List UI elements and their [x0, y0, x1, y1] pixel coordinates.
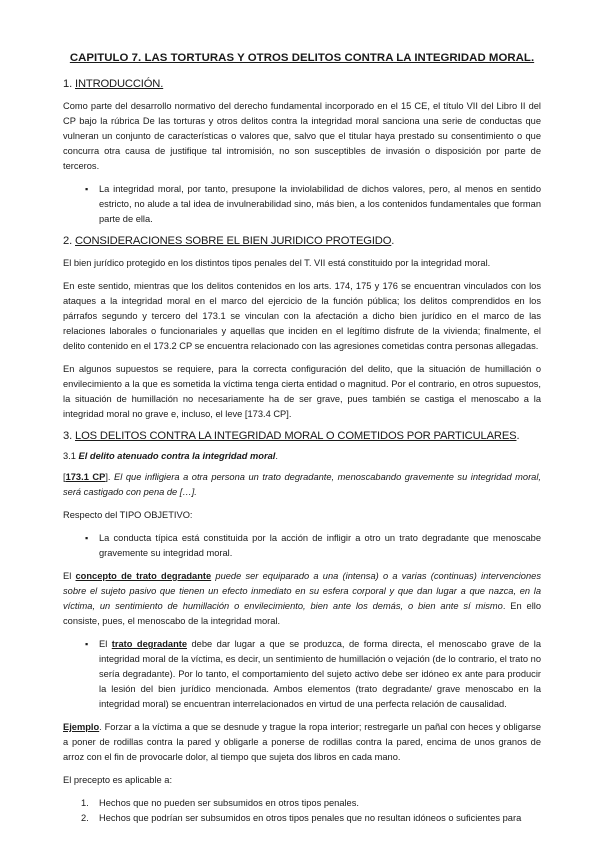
trato-prefix: El: [99, 639, 108, 649]
section-1-title: INTRODUCCIÓN.: [75, 78, 164, 90]
section-2-number: 2.: [63, 235, 73, 247]
article-text: El que infligiera a otra persona un trato degradante, menoscabando gravemente su integridad moral, será castigado con pena de […].: [63, 472, 541, 497]
section-1-number: 1.: [63, 78, 73, 90]
concept-term: concepto de trato degradante: [75, 571, 212, 581]
trato-bullet: [63, 637, 541, 712]
trato-term: trato degradante: [111, 639, 188, 649]
section-2-paragraph-1: El bien jurídico protegido en los distintos tipos penales del T. VII está constituido por la integridad moral.: [63, 258, 491, 268]
chapter-title: CAPITULO 7. LAS TORTURAS Y OTROS DELITOS CONTRA LA INTEGRIDAD MORAL.: [69, 52, 535, 64]
article-reference: 173.1 CP: [65, 472, 106, 482]
list-item: [63, 796, 541, 811]
list-item: [63, 811, 541, 826]
concept-ending: . En ello consiste, pues, el menoscabo de la integridad moral.: [63, 601, 542, 626]
concept-paragraph: [63, 569, 541, 629]
bracket-open: [: [63, 472, 66, 482]
tipo-bullets: [63, 531, 541, 561]
list-item-number: 1.: [81, 798, 89, 808]
trato-bullets: [63, 637, 541, 712]
section-3-heading: [63, 430, 541, 442]
section-1-paragraph: Como parte del desarrollo normativo del derecho fundamental incorporado en el 15 CE, el título VII del Libro II del CP bajo la rúbrica De las torturas y otros delitos contra la integridad moral sanciona una serie de conductas que vulneran un conjunto de características o valores que, salvo que el titular haya prestado su consentimiento o que concurra otra causa de justifique tal intromisión, no son susceptibles de invasión o disposición por parte de terceros.: [63, 101, 541, 171]
section-1-heading: [63, 78, 541, 90]
subsection-3-1-heading: [63, 451, 541, 461]
list-item-text: Hechos que no pueden ser subsumidos en otros tipos penales.: [99, 798, 359, 808]
concept-definition: puede ser equiparado a una (intensa) o a varias (continuas) intervenciones sobre el sujeto pasivo que tienen un efecto inmediato en su esfera corporal y que dan lugar a que nazca, en la víctima, un sentimiento de humillación o envilecimiento, bien ante los demás, o bien ante sí mismo: [63, 571, 541, 611]
section-3-period: .: [516, 430, 520, 442]
section-1-bullets: [63, 182, 541, 227]
example-text: . Forzar a la víctima a que se desnude y trague la ropa interior; restregarle un pañal con heces y obligarse a poner de rodillas contra la pared y obligarle a ponerse de rodillas contra la pared, encima de unos granos de arroz con el fin de provocarle dolor, al tiempo que sujeta dos libros en cada mano.: [63, 722, 541, 762]
section-2-heading: [63, 235, 541, 247]
example-label: Ejemplo: [63, 722, 100, 732]
example-paragraph: [63, 720, 541, 765]
list-item-text: Hechos que podrían ser subsumidos en otros tipos penales que no resultan idóneos o suficientes para: [99, 813, 522, 823]
section-3-number: 3.: [63, 430, 73, 442]
subsection-title: El delito atenuado contra la integridad moral: [78, 451, 276, 461]
section-2-paragraph-2: En este sentido, mientras que los delitos contenidos en los arts. 174, 175 y 176 se encuentran vinculados con los ataques a la integridad moral en el marco del ejercicio de la función pública; los delitos comprendidos en los párrafos segundo y tercero del 173.1 se vinculan con la afectación a dicho bien jurídico en el marco de las relaciones laborales o funcionariales y aquellas que inciden en el legítimo disfrute de la vivienda; finalmente, el delito contenido en el 173.2 CP se encuentra relacionado con las agresiones cometidas contra personas allegadas.: [63, 281, 541, 351]
section-2-paragraph-3: En algunos supuestos se requiere, para la correcta configuración del delito, que la situación de humillación o envilecimiento a la que es sometida la víctima tenga cierta entidad o magnitud. Por el contrario, en otros supuestos, la situación de humillación no necesariamente ha de ser grave, pues también se castiga el menoscabo a la integridad moral no grave e, incluso, el leve [173.4 CP].: [63, 364, 541, 419]
aplicable-label: El precepto es aplicable a:: [63, 775, 173, 785]
section-1-bullet: ▪ La integridad moral, por tanto, presupone la inviolabilidad de dichos valores, pero, al menos en sentido estricto, no alude a tal idea de invulnerabilidad sino, más bien, a los contenidos fundamentales que forman parte de ella.: [63, 182, 541, 227]
section-3-title: LOS DELITOS CONTRA LA INTEGRIDAD MORAL O COMETIDOS POR PARTICULARES: [75, 430, 517, 442]
section-2-period: .: [391, 235, 395, 247]
document-page: [63, 52, 541, 826]
list-item-number: 2.: [81, 813, 89, 823]
subsection-number: 3.1: [63, 451, 76, 461]
tipo-bullet: ▪ La conducta típica está constituida por la acción de infligir a otro un trato degradante que menoscabe gravemente su integridad moral.: [63, 531, 541, 561]
concept-prefix: El: [63, 571, 72, 581]
section-2-title: CONSIDERACIONES SOBRE EL BIEN JURIDICO PROTEGIDO: [75, 235, 392, 247]
subsection-period: .: [275, 451, 278, 461]
article-quote: [63, 470, 541, 500]
bracket-close: ].: [105, 472, 111, 482]
numbered-list: [63, 796, 541, 826]
tipo-objetivo-label: Respecto del TIPO OBJETIVO:: [63, 510, 193, 520]
trato-text: debe dar lugar a que se produzca, de forma directa, el menoscabo grave de la integridad moral de la víctima, es decir, un sentimiento de humillación o vejación (de lo contrario, el trato no sería degradante). Por lo tanto, el comportamiento del sujeto activo debe ser idóneo ex ante para producir la lesión del bien jurídico mencionada. Ambos elementos (trato degradante/ grave menoscabo en la integridad moral) se encuentran interrelacionados en virtud de una perfecta relación de causalidad.: [99, 639, 541, 709]
